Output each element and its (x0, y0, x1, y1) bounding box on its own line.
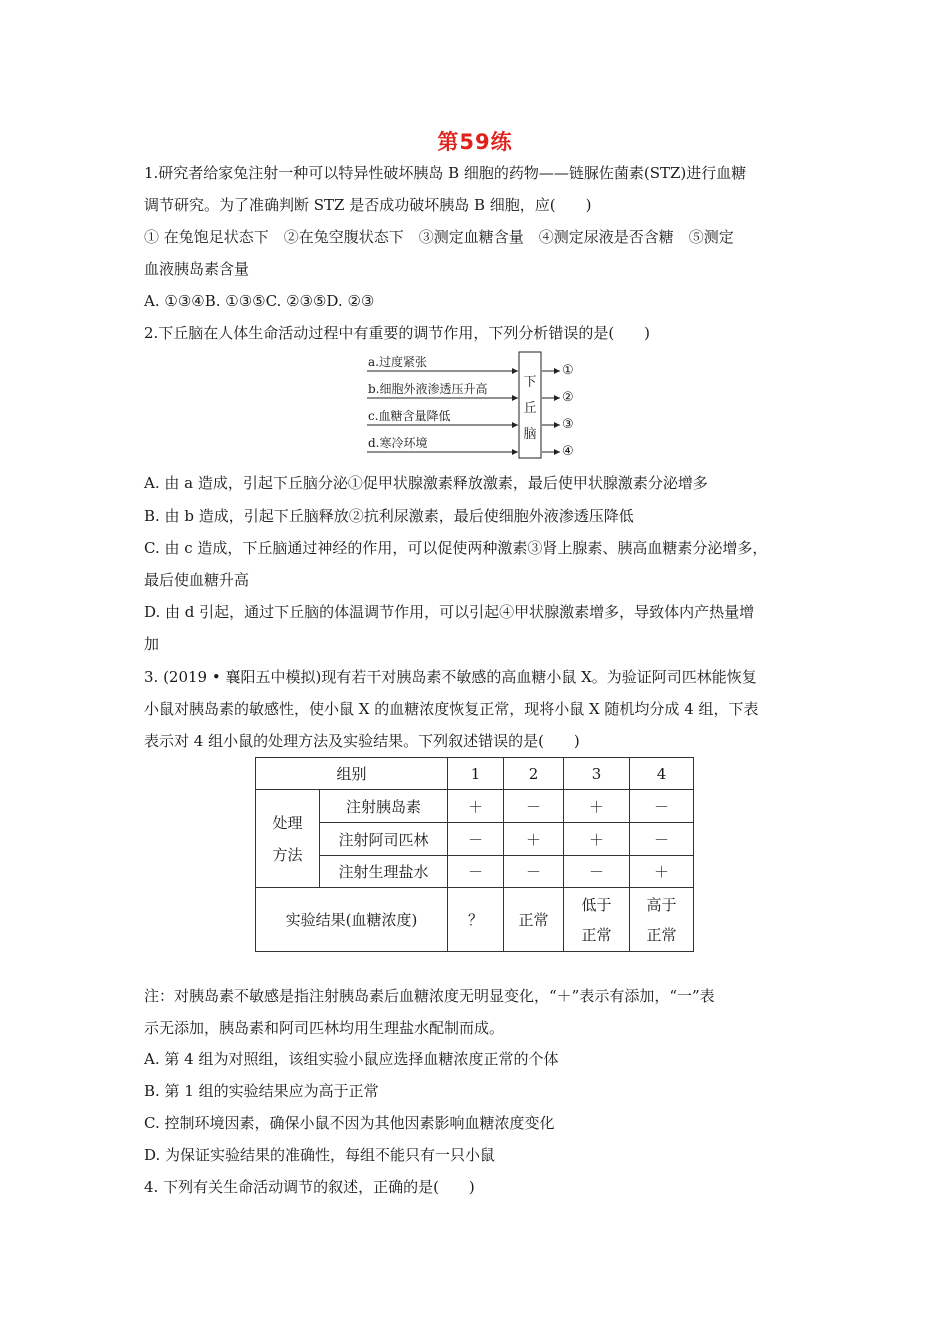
table-row (256, 823, 694, 856)
q3-stem-line2: 小鼠对胰岛素的敏感性，使小鼠 X 的血糖浓度恢复正常，现将小鼠 X 随机均分成 4 组，下表 (144, 700, 759, 718)
table-cell: ＋ (448, 790, 504, 823)
output-label-4: ④ (562, 444, 574, 459)
row-name-saline: 注射生理盐水 (320, 856, 448, 888)
result-cell-1 (448, 888, 504, 952)
q3-option-d: D. 为保证实验结果的准确性，每组不能只有一只小鼠 (144, 1146, 496, 1164)
box-char-1: 下 (523, 375, 537, 390)
table-cell: － (630, 823, 694, 856)
result-cell-2 (504, 888, 564, 952)
table-row (256, 856, 694, 888)
q2-option-a: A. 由 a 造成，引起下丘脑分泌①促甲状腺激素释放激素，最后使甲状腺激素分泌增多 (144, 474, 708, 492)
table-cell: － (504, 856, 564, 888)
table-header-row (256, 758, 694, 790)
method-label-line2: 方法 (272, 845, 303, 864)
q2-option-d-line2: 加 (144, 635, 160, 653)
result-text: 高于 (646, 895, 677, 914)
box-char-3: 脑 (523, 427, 537, 442)
result-label: 实验结果(血糖浓度) (256, 888, 448, 952)
q3-stem-line3: 表示对 4 组小鼠的处理方法及实验结果。下列叙述错误的是( ) (144, 732, 580, 750)
row-name-insulin: 注射胰岛素 (320, 790, 448, 823)
q2-option-d-line1: D. 由 d 引起，通过下丘脑的体温调节作用，可以引起④甲状腺激素增多，导致体内产热量增 (144, 603, 755, 621)
box-char-2: 丘 (523, 401, 537, 416)
q3-note-line2: 示无添加，胰岛素和阿司匹林均用生理盐水配制而成。 (144, 1019, 505, 1037)
table-cell: － (448, 823, 504, 856)
q1-stem-line1: 1.研究者给家兔注射一种可以特异性破坏胰岛 B 细胞的药物——链脲佐菌素(STZ)进行血糖 (144, 164, 747, 182)
q2-stem: 2.下丘脑在人体生命活动过程中有重要的调节作用，下列分析错误的是( ) (144, 324, 651, 342)
q3-option-a: A. 第 4 组为对照组，该组实验小鼠应选择血糖浓度正常的个体 (144, 1050, 559, 1068)
table-row (256, 790, 694, 823)
table-cell: ＋ (504, 823, 564, 856)
result-text: 正常 (518, 910, 549, 929)
input-label-d: d.寒冷环境 (368, 436, 428, 450)
output-label-2: ② (562, 390, 574, 405)
method-label-line1: 处理 (272, 813, 303, 832)
result-text: ？ (467, 910, 483, 929)
table-cell: － (564, 856, 630, 888)
header-group-3: 3 (564, 758, 630, 790)
experiment-table (255, 757, 694, 952)
q3-option-c: C. 控制环境因素，确保小鼠不因为其他因素影响血糖浓度变化 (144, 1114, 555, 1132)
result-row (256, 888, 694, 952)
table-cell: ＋ (630, 856, 694, 888)
q4-stem: 4. 下列有关生命活动调节的叙述，正确的是( ) (144, 1178, 475, 1196)
output-label-1: ① (562, 363, 574, 378)
input-label-b: b.细胞外液渗透压升高 (368, 382, 488, 396)
result-text: 低于 (581, 895, 612, 914)
q3-option-b: B. 第 1 组的实验结果应为高于正常 (144, 1082, 379, 1100)
hypothalamus-diagram (365, 351, 595, 463)
row-name-aspirin: 注射阿司匹林 (320, 823, 448, 856)
result-text: 正常 (581, 925, 612, 944)
q1-stem-line3: ① 在兔饱足状态下 ②在兔空腹状态下 ③测定血糖含量 ④测定尿液是否含糖 ⑤测定 (144, 228, 734, 246)
q2-option-c-line2: 最后使血糖升高 (144, 571, 250, 589)
q1-stem-line4: 血液胰岛素含量 (144, 260, 250, 278)
method-label (256, 790, 320, 888)
result-cell-3 (564, 888, 630, 952)
page-title: 第59练 (437, 130, 513, 154)
q1-stem-line2: 调节研究。为了准确判断 STZ 是否成功破坏胰岛 B 细胞，应( ) (144, 196, 592, 214)
input-label-a: a.过度紧张 (368, 355, 427, 369)
q2-option-b: B. 由 b 造成，引起下丘脑释放②抗利尿激素，最后使细胞外液渗透压降低 (144, 507, 634, 525)
header-group-4: 4 (630, 758, 694, 790)
table-cell: － (630, 790, 694, 823)
q3-stem-line1: 3. (2019 • 襄阳五中模拟)现有若干对胰岛素不敏感的高血糖小鼠 X。为验证阿司匹林能恢复 (144, 668, 757, 686)
header-group-1: 1 (448, 758, 504, 790)
table-cell: － (504, 790, 564, 823)
table-cell: － (448, 856, 504, 888)
header-group-label: 组别 (256, 758, 448, 790)
header-group-2: 2 (504, 758, 564, 790)
input-label-c: c.血糖含量降低 (368, 409, 451, 423)
table-cell: ＋ (564, 823, 630, 856)
output-label-3: ③ (562, 417, 574, 432)
table-cell: ＋ (564, 790, 630, 823)
q2-option-c-line1: C. 由 c 造成，下丘脑通过神经的作用，可以促使两种激素③肾上腺素、胰高血糖素分泌增多， (144, 539, 768, 557)
result-cell-4 (630, 888, 694, 952)
q1-options: A. ①③④B. ①③⑤C. ②③⑤D. ②③ (144, 292, 375, 310)
result-text: 正常 (646, 925, 677, 944)
q3-note-line1: 注：对胰岛素不敏感是指注射胰岛素后血糖浓度无明显变化，“＋”表示有添加，“一”表 (144, 987, 715, 1005)
